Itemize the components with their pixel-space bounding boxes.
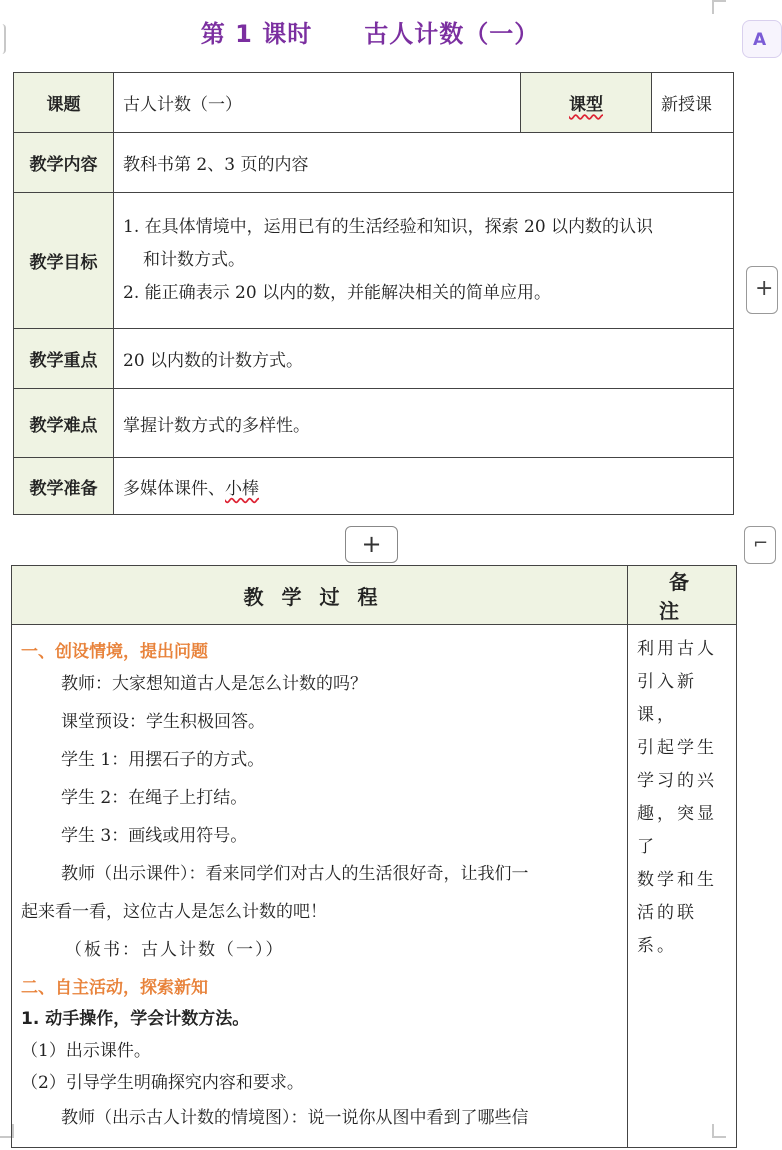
process-header: 教学过程 bbox=[12, 566, 628, 625]
difficulty-value: 掌握计数方式的多样性。 bbox=[114, 389, 734, 458]
row-content bbox=[14, 133, 734, 193]
key-value: 20 以内数的计数方式。 bbox=[114, 329, 734, 389]
note-line: 引入新课， bbox=[637, 672, 697, 725]
page-title bbox=[0, 14, 740, 49]
crop-mark-top-right bbox=[712, 0, 726, 14]
goal-list bbox=[114, 193, 734, 329]
prep-label: 教学准备 bbox=[14, 458, 114, 515]
goal-label: 教学目标 bbox=[14, 193, 114, 329]
lesson-topic: 古人计数（一） bbox=[364, 20, 540, 48]
type-label-text: 课型 bbox=[569, 95, 603, 115]
side-collapse-button[interactable]: ⌐ bbox=[744, 526, 776, 564]
process-content-cell bbox=[12, 625, 628, 1148]
process-line: 学生 3：画线或用符号。 bbox=[61, 826, 248, 846]
notes-header: 备注 bbox=[628, 566, 737, 625]
goal-item-2: 2. 能正确表示 20 以内的数，并能解决相关的简单应用。 bbox=[123, 283, 552, 303]
prep-value bbox=[114, 458, 734, 515]
row-difficulty bbox=[14, 389, 734, 458]
teaching-process-table bbox=[11, 565, 737, 1148]
process-line: 教师：大家想知道古人是怎么计数的吗？ bbox=[61, 674, 367, 694]
notes-cell bbox=[628, 625, 737, 1148]
subsection-heading: 1. 动手操作，学会计数方法。 bbox=[21, 1009, 250, 1029]
prep-value-a: 多媒体课件、 bbox=[123, 478, 225, 499]
process-header-row bbox=[12, 566, 737, 625]
process-line: 教师（出示课件）：看来同学们对古人的生活很好奇，让我们一 bbox=[61, 864, 529, 884]
note-line: 引起学生 bbox=[637, 738, 717, 758]
lesson-number: 第 1 课时 bbox=[200, 20, 313, 48]
add-row-button[interactable]: + bbox=[345, 526, 398, 563]
goal-item-1-cont: 和计数方式。 bbox=[143, 250, 245, 270]
process-line: 教师（出示古人计数的情境图）：说一说你从图中看到了哪些信 bbox=[61, 1108, 529, 1128]
process-body-row bbox=[12, 625, 737, 1148]
row-prep bbox=[14, 458, 734, 515]
process-line: 学生 1：用摆石子的方式。 bbox=[61, 750, 265, 770]
process-line: （板书：古人计数（一）） bbox=[65, 940, 285, 960]
process-line: 课堂预设：学生积极回答。 bbox=[61, 712, 265, 732]
process-line: （1）出示课件。 bbox=[21, 1041, 151, 1061]
note-line: 数学和生 bbox=[637, 870, 717, 890]
note-line: 趣，突显了 bbox=[637, 804, 717, 857]
prep-value-b: 小棒 bbox=[225, 478, 259, 499]
row-topic bbox=[14, 73, 734, 133]
lesson-info-table bbox=[13, 72, 734, 515]
crop-mark-top-left bbox=[0, 24, 6, 54]
type-label bbox=[521, 73, 652, 133]
process-line: 学生 2：在绳子上打结。 bbox=[61, 788, 248, 808]
note-line: 活的联系。 bbox=[637, 903, 697, 956]
note-line: 利用古人 bbox=[637, 639, 717, 659]
type-value: 新授课 bbox=[652, 73, 734, 133]
row-goals bbox=[14, 193, 734, 329]
goal-item-1: 1. 在具体情境中，运用已有的生活经验和知识，探索 20 以内数的认识 bbox=[123, 217, 654, 237]
row-key-point bbox=[14, 329, 734, 389]
topic-value: 古人计数（一） bbox=[114, 73, 521, 133]
process-line: （2）引导学生明确探究内容和要求。 bbox=[21, 1073, 304, 1093]
assistant-badge[interactable]: A bbox=[742, 20, 782, 58]
side-add-button[interactable]: + bbox=[746, 266, 778, 314]
content-value: 教科书第 2、3 页的内容 bbox=[114, 133, 734, 193]
process-line: 起来看一看，这位古人是怎么计数的吧！ bbox=[21, 902, 327, 922]
key-label: 教学重点 bbox=[14, 329, 114, 389]
note-line: 学习的兴 bbox=[637, 771, 717, 791]
section-heading: 二、自主活动，探索新知 bbox=[21, 978, 208, 998]
topic-label: 课题 bbox=[14, 73, 114, 133]
section-heading: 一、创设情境，提出问题 bbox=[21, 642, 208, 662]
content-label: 教学内容 bbox=[14, 133, 114, 193]
difficulty-label: 教学难点 bbox=[14, 389, 114, 458]
